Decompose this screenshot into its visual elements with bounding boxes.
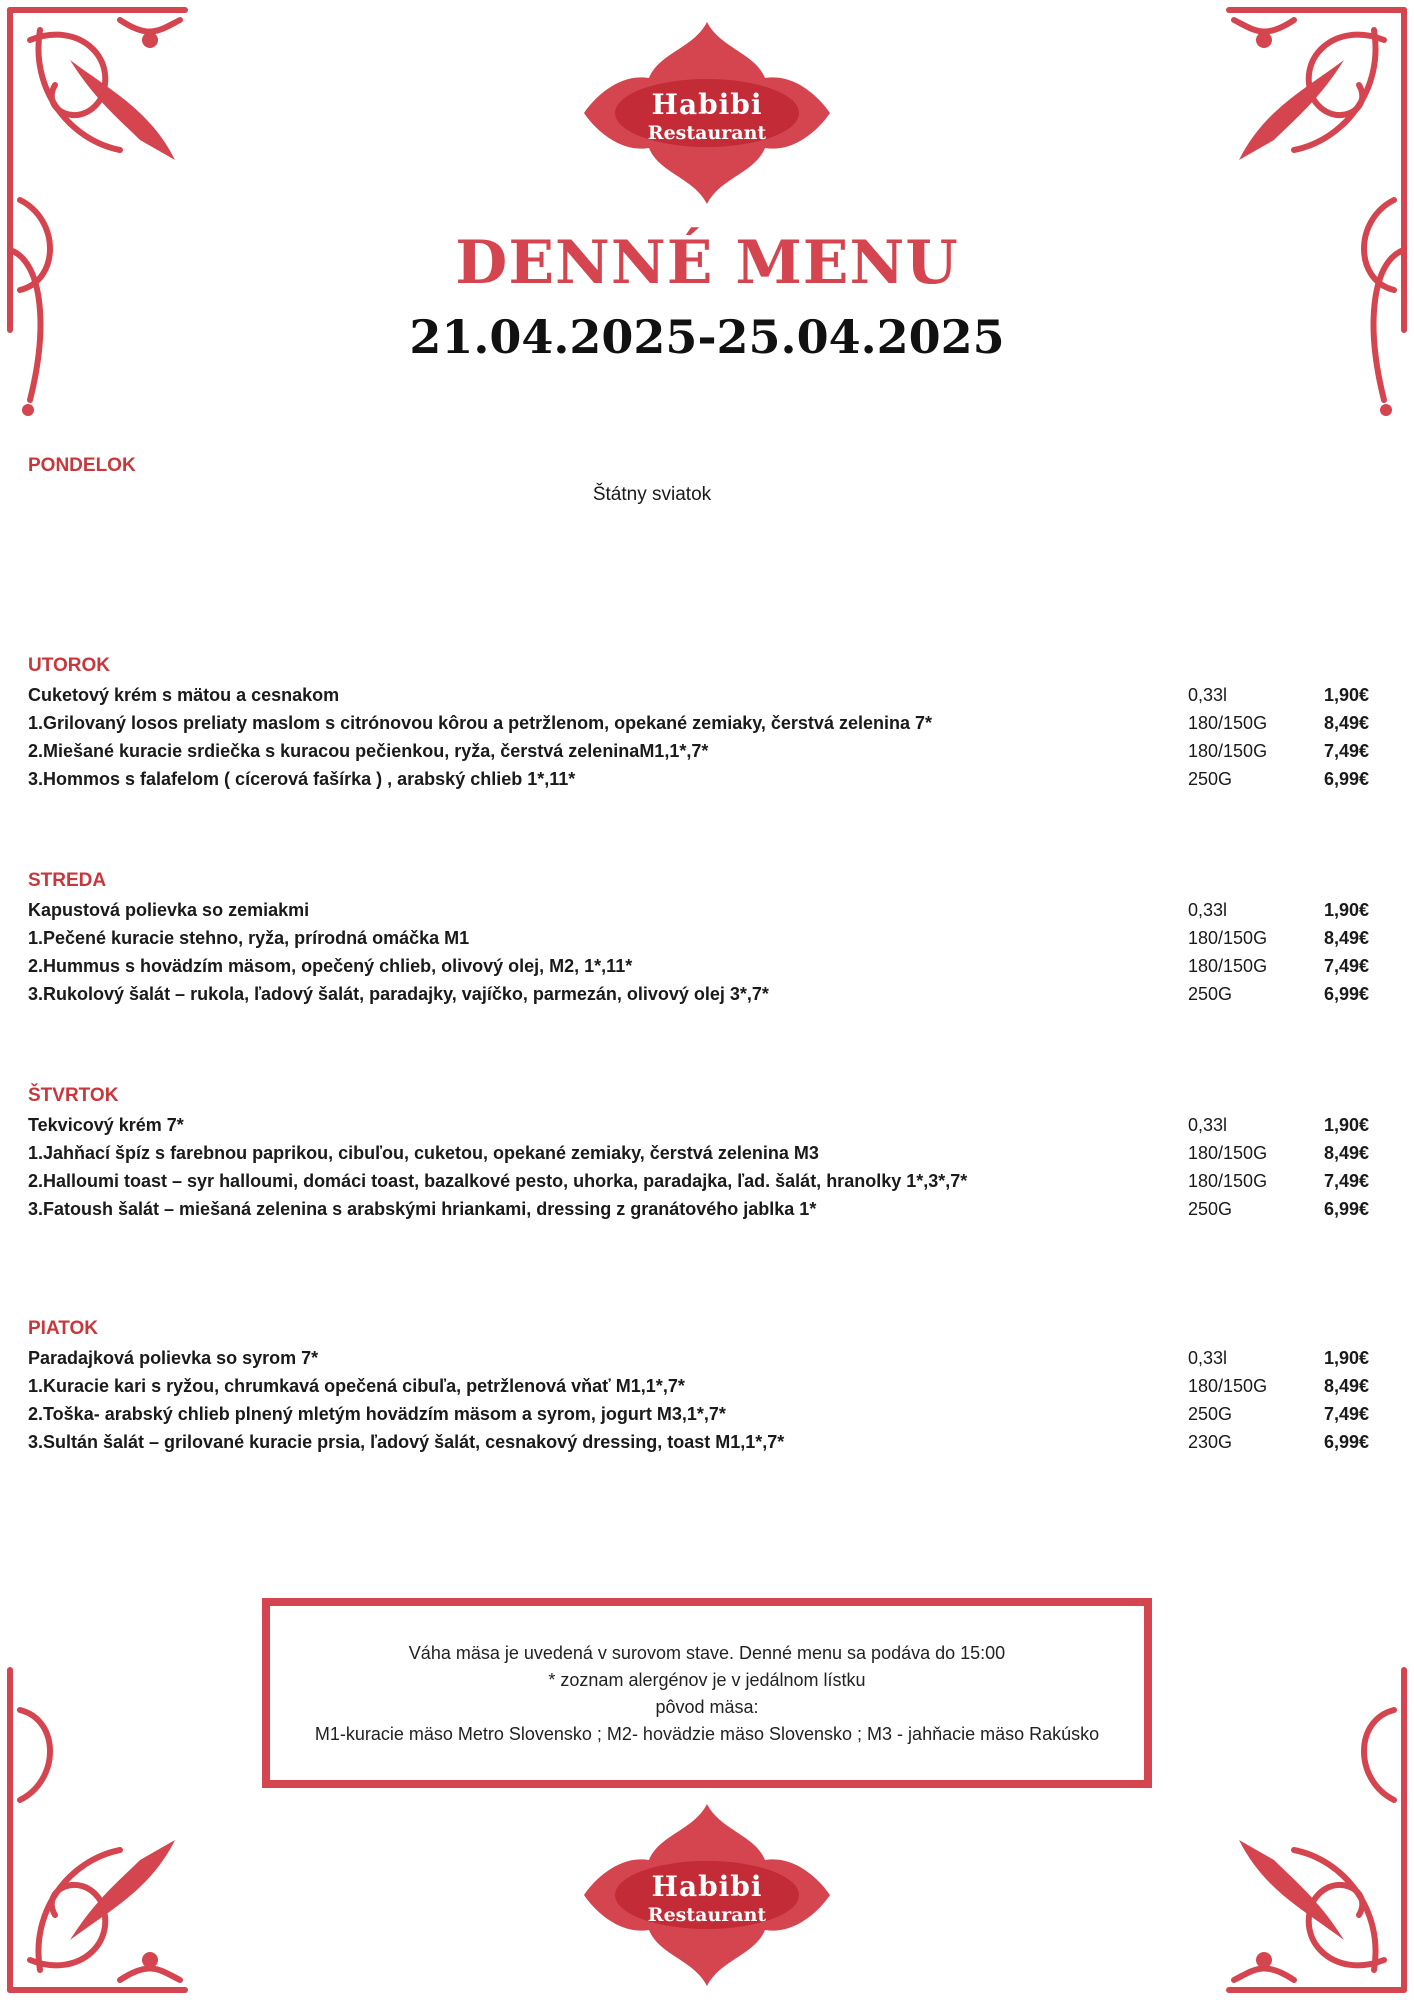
dish-name: 1.Jahňací špíz s farebnou paprikou, cibuľou, cuketou, opekané zemiaky, čerstvá zelenina M3 [28,1143,819,1163]
dish-quantity: 0,33l [1188,1348,1228,1368]
note-line: * zoznam alergénov je v jedálnom lístku [548,1670,866,1690]
day-title: PIATOK [28,1318,99,1339]
logo-line-2: Restaurant [647,122,767,144]
dish-quantity: 0,33l [1188,1115,1228,1135]
dish-price: 8,49€ [1324,1143,1370,1163]
dish-price: 1,90€ [1324,1348,1370,1368]
dish-quantity: 250G [1188,769,1233,789]
dish-quantity: 180/150G [1188,1143,1268,1163]
dish-price: 1,90€ [1324,900,1370,920]
dish-quantity: 0,33l [1188,685,1228,705]
logo-line-2: Restaurant [647,1904,767,1926]
dish-name: 3.Rukolový šalát – rukola, ľadový šalát, paradajky, vajíčko, parmezán, olivový olej 3*,7* [28,984,769,1004]
note-line: Váha mäsa je uvedená v surovom stave. Denné menu sa podáva do 15:00 [408,1643,1006,1663]
dish-price: 7,49€ [1324,956,1370,976]
day-section-monday [28,455,1378,481]
day-section-thursday [28,1085,1378,1223]
dish-name: Kapustová polievka so zemiakmi [28,900,310,920]
dish-quantity: 250G [1188,984,1233,1004]
corner-ornament-bottom-right [1224,1580,1414,2000]
menu-row [28,1400,1378,1428]
dish-quantity: 0,33l [1188,900,1228,920]
dish-quantity: 180/150G [1188,928,1268,948]
dish-quantity: 180/150G [1188,1171,1268,1191]
menu-row [28,980,1378,1008]
menu-row [28,1167,1378,1195]
dish-quantity: 250G [1188,1404,1233,1424]
menu-row [28,896,1378,924]
dish-price: 8,49€ [1324,928,1370,948]
menu-row [28,1111,1378,1139]
dish-price: 7,49€ [1324,1171,1370,1191]
dish-name: 3.Hommos s falafelom ( cícerová fašírka ) , arabský chlieb 1*,11* [28,769,576,789]
dish-price: 6,99€ [1324,1199,1370,1219]
dish-name: 2.Hummus s hovädzím mäsom, opečený chlieb, olivový olej, M2, 1*,11* [28,956,633,976]
menu-row [28,1344,1378,1372]
menu-row [28,1372,1378,1400]
day-title: STREDA [28,870,107,891]
dish-name: 1.Pečené kuracie stehno, ryža, prírodná omáčka M1 [28,928,470,948]
dish-name: Cuketový krém s mätou a cesnakom [28,685,340,705]
page-title: DENNÉ MENU [455,228,959,298]
restaurant-logo-bottom [580,1800,834,1990]
menu-row [28,1195,1378,1223]
dish-price: 6,99€ [1324,984,1370,1004]
menu-row [28,924,1378,952]
dish-name: Paradajková polievka so syrom 7* [28,1348,319,1368]
menu-row [28,681,1378,709]
dish-quantity: 180/150G [1188,713,1268,733]
menu-row [28,1139,1378,1167]
dish-price: 6,99€ [1324,769,1370,789]
day-section-wednesday [28,870,1378,1008]
logo-line-1: Habibi [651,88,763,121]
menu-row [28,952,1378,980]
dish-price: 6,99€ [1324,1432,1370,1452]
menu-row [28,709,1378,737]
menu-row [28,765,1378,793]
day-title: UTOROK [28,655,110,676]
dish-name: 3.Sultán šalát – grilované kuracie prsia, ľadový šalát, cesnakový dressing, toast M1,1*,7* [28,1432,785,1452]
menu-row [28,1428,1378,1456]
dish-price: 1,90€ [1324,1115,1370,1135]
footer-note-box [262,1598,1152,1788]
dish-name: 1.Kuracie kari s ryžou, chrumkavá opečená cibuľa, petržlenová vňať M1,1*,7* [28,1376,685,1396]
dish-price: 1,90€ [1324,685,1370,705]
dish-quantity: 180/150G [1188,741,1268,761]
day-title: PONDELOK [28,455,136,476]
dish-name: 3.Fatoush šalát – miešaná zelenina s arabskými hriankami, dressing z granátového jablka 1* [28,1199,817,1219]
dish-quantity: 180/150G [1188,956,1268,976]
dish-name: 2.Toška- arabský chlieb plnený mletým hovädzím mäsom a syrom, jogurt M3,1*,7* [28,1404,726,1424]
dish-name: Tekvicový krém 7* [28,1115,184,1135]
date-range: 21.04.2025-25.04.2025 [409,310,1005,364]
note-line: M1-kuracie mäso Metro Slovensko ; M2- hovädzie mäso Slovensko ; M3 - jahňacie mäso Rakúsko [314,1724,1100,1744]
day-section-tuesday [28,655,1378,793]
dish-price: 7,49€ [1324,741,1370,761]
logo-line-1: Habibi [651,1870,763,1903]
restaurant-logo [580,18,834,208]
note-line: pôvod mäsa: [655,1697,759,1717]
day-section-friday [28,1318,1378,1456]
corner-ornament-bottom-left [0,1580,190,2000]
dish-quantity: 230G [1188,1432,1233,1452]
dish-quantity: 180/150G [1188,1376,1268,1396]
holiday-note: Štátny sviatok [592,484,712,505]
dish-price: 7,49€ [1324,1404,1370,1424]
day-title: ŠTVRTOK [28,1085,119,1106]
menu-row [28,737,1378,765]
dish-price: 8,49€ [1324,713,1370,733]
dish-price: 8,49€ [1324,1376,1370,1396]
dish-name: 2.Halloumi toast – syr halloumi, domáci toast, bazalkové pesto, uhorka, paradajka, ľad. šalát, hranolky 1*,3*,7* [28,1171,968,1191]
dish-quantity: 250G [1188,1199,1233,1219]
dish-name: 1.Grilovaný losos preliaty maslom s citrónovou kôrou a petržlenom, opekané zemiaky, čerstvá zelenina 7* [28,713,932,733]
dish-name: 2.Miešané kuracie srdiečka s kuracou pečienkou, ryža, čerstvá zeleninaM1,1*,7* [28,741,709,761]
